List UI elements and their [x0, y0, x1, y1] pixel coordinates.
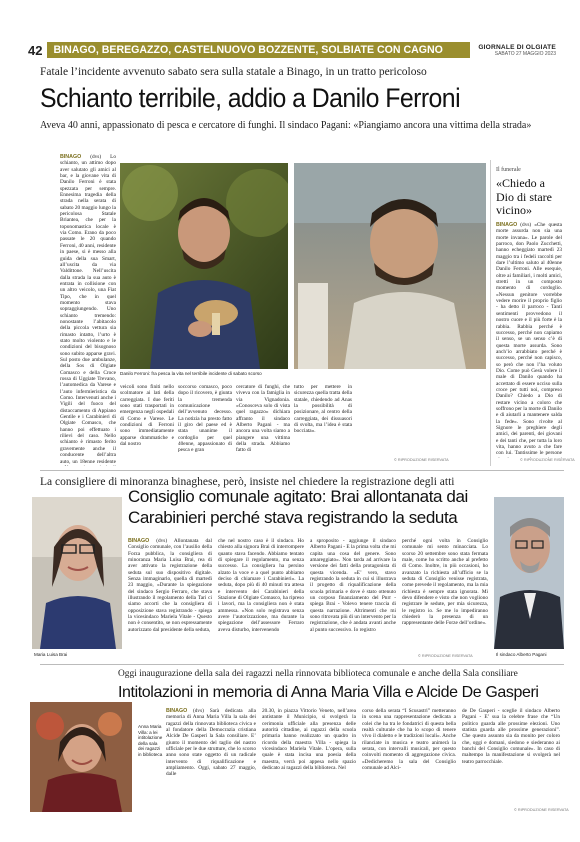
- article3-kicker: Oggi inaugurazione della sala dei ragazzi nella rinnovata biblioteca comunale e anche della Sala consiliare: [118, 669, 518, 679]
- sidebar-label: Il funerale: [496, 167, 521, 173]
- article3-copyright: © RIPRODUZIONE RISERVATA: [514, 808, 569, 812]
- article1-subtitle: Aveva 40 anni, appassionato di pesca e cercatore di funghi. Il sindaco Pagani: «Piangiamo ancora una vittima della strada»: [40, 120, 532, 131]
- section-divider-1: [40, 470, 564, 471]
- sidebar-divider: [490, 160, 491, 466]
- brai-portrait-image: [32, 497, 122, 649]
- pagani-photo-caption: Il sindaco Alberto Pagani: [496, 652, 547, 657]
- article1-column-4: cercatore di funghi, che viveva con la famiglia in via Vignadonia. «Conosceva solo di vista quel ragazzo» dichiara affranto il sindaco Alberto Pagani - ma ancora una volta siamo a piangere una vittima della strada. Abbiamo fatto di: [236, 384, 290, 454]
- sidebar-location-tag: BINAGO: [496, 222, 518, 228]
- article2-column-2: che nel nostro caso è il sindaco. Ho chiesto alla signora Brai di interrompere quanto stava facendo. Abbiamo tentato di spiegare il regolamento, ma senza successo. La consigliera ha persino alzato la voce e a quel punto abbiamo deciso di chiamare i Carabinieri». La seduta, dopo più di 40 minuti tra attesa e intervento dei Carabinieri della Stazione di Olgiate Comasco, ha ripreso i lavori, ma la consigliera non è stata ammessa. «Non solo registrava senza avere l’autorizzazione, ma durante la spiegazione dell’assessore Ferraro aveva disturbo, intervenendo: [218, 538, 304, 633]
- danilo-ferroni-photo-1: [120, 163, 288, 369]
- sidebar-copyright: © RIPRODUZIONE RISERVATA: [520, 458, 575, 462]
- article3-column-2: 20.30, in piazza Vittorio Veneto, nell’area antistante il Municipio, si svolgerà la cerimonia ufficiale alla presenza delle autorità cittadine, ai ragazzi della scuola primaria hanno realizzato un quadro in ricordo della maestra Villa - spiega la vicesindaco Mariela Vitale. L’opera, sulla quale è stata incisa una poesia della maestra, verrà poi appesa nello spazio dedicato ai ragazzi della biblioteca. Nel: [262, 708, 356, 772]
- sidebar-body: (dvs) «Che questa morte assurda non sia una morte invana». Le parole del parroco, don Paolo Zucchetti, hanno echeggiato martedì 23 maggio tra i fedeli raccolti per dare l’ultimo saluto al 40enne Danilo Ferroni. Alle esequie, oltre ai familiari, i molti amici, stretti in un composto momento di cordoglio. «Nessun genitore vorrebbe vedere morire il proprio figlio - ha detto il parroco - Tanti sentimenti provvedono il nostro cuore e il più forte è la rabbia. Rabbia perché è successo, perché non capiamo il senso, se un senso c’è di questa morte assurda. Sono anch’io arrabbiato perché è successo, perché non capisco, so però che non l’ha voluto Dio. Come può Gesù volere il male di Danilo quando ha accettato di essere ucciso sulla croce per tutti noi, compreso Danilo? Chiedo a Dio di restare vicino a coloro che soffrono per la morte di Danilo e di aiutarli a mantenere salda la fede». Sono rivolte al Signore le preghiere degli amici, dei parenti, dei giovani e dei tanti che, per tutta la loro vita, hanno avuto a che fare con lui. Tantissime le persone: [496, 222, 562, 457]
- sidebar-text: [496, 222, 562, 458]
- article2-copyright: © RIPRODUZIONE RISERVATA: [418, 654, 473, 658]
- maria-luisa-brai-photo: [32, 497, 122, 649]
- article2-title-text: Consiglio comunale agitato: Brai allontanata dai Carabinieri perché stava registrando la seduta: [128, 487, 468, 527]
- article2-column-1: [128, 538, 212, 654]
- article1-kicker: Fatale l’incidente avvenuto sabato sera sulla statale a Binago, in un tratto pericoloso: [40, 66, 427, 78]
- issue-date: SABATO 27 MAGGIO 2023: [494, 50, 556, 57]
- article1-column-2: veicoli sono finiti nello scolmatore ai lati della carreggiata. I due feriti sono stati trasportati in emergenza negli ospedali di Como e Varese. Le condizioni di Ferroni sono immediatamente apparse drammatiche e dal nostro: [120, 384, 174, 448]
- section-divider-2: [40, 664, 564, 665]
- danilo-ferroni-photo-2: [294, 163, 486, 369]
- page-number: 42: [28, 42, 43, 58]
- article1-title: Schianto terribile, addio a Danilo Ferroni: [40, 83, 461, 113]
- article3-title: Intitolazioni in memoria di Anna Maria Villa e Alcide De Gasperi: [118, 684, 539, 701]
- article1-column-1: [60, 154, 116, 466]
- forest-portrait-image: [120, 163, 288, 369]
- page-header: [28, 42, 556, 58]
- newspaper-name: GIORNALE DI OLGIATE: [478, 43, 556, 51]
- article1-column-5: tutto per mettere in sicurezza quella tratta della statale, chiedendo ad Anas la possibilità di posizionare, al centro della carreggiata, dei dissuasori di svolta, ma l’idea è stata bocciata».: [294, 384, 352, 435]
- article2-kicker: La consigliere di minoranza binaghese, però, insiste nel chiedere la registrazione degli atti: [40, 476, 455, 488]
- article1-photo-caption: Danilo Ferroni: fra pesca la vita nel terribile incidente di sabato scorso: [120, 371, 262, 376]
- article2-title: [128, 486, 488, 528]
- alberto-pagani-photo: [494, 497, 564, 649]
- article1-location-tag: BINAGO: [60, 154, 82, 160]
- villa-photo-caption: Anna Maria Villa: a lei intitolazione della sala dei ragazzi in biblioteca: [138, 724, 163, 757]
- article1-copyright: © RIPRODUZIONE RISERVATA: [394, 458, 449, 462]
- article2-col1-text: (dvs) Allontanata dal Consiglio comunale, con l’ausilio della Forza pubblica, la consigliera di minoranza Maria Luisa Brai, rea di aver attivato la registrazione della seduta sul suo dispositivo digitale. Senza immaginarlo, quella di martedì 23 maggio, «Durante la spiegazione del sindaco Sergio Ferraro, che stava illustrando il regolamento della Tari ci siamo accorti che la consigliera di opposizione stava registrando - spiega la vicesindaco Mariela Vitale - Questo non è consentito, se non espressamente autorizzato dal presidente della seduta,: [128, 538, 212, 633]
- article1-column-3: soccorso comasco, poco dopo il ricovero, è giunta la tremenda comunicazione dell’avvenuto decesso. La notizia ha presto fatto il giro del paese ed è stata unanime il cordoglio per quel 40enne, appassionato di pesca e gran: [178, 384, 232, 454]
- article2-location-tag: BINAGO: [128, 538, 150, 544]
- article2-column-3: a sproposito - aggiunge il sindaco Alberto Pagani - E la prima volta che mi capita una cosa del genere. Sono amareggiato». Non tarda ad arrivare la versione dei fatti della protagonista di questa vicenda. «E’ vero, stavo registrando la seduta in cui si illustrava il progetto di riqualificazione della scuola primaria e dove è stato ottenuto un corposo finanziamento del Pnrr - spiega Brai - Volevo tenere traccia di questa narrazione. Altrimenti che mi sono ritrovata più di un intervento per la registrazione, che è andata avanti anche al punto successivo. Io registro: [310, 538, 396, 633]
- pagani-portrait-image: [494, 497, 564, 649]
- brai-photo-caption: Maria Luisa Brai: [34, 652, 68, 657]
- article3-location-tag: BINAGO: [166, 708, 188, 714]
- masthead: [470, 44, 556, 57]
- section-towns-bar: BINAGO, BEREGAZZO, CASTELNUOVO BOZZENTE, SOLBIATE CON CAGNO: [47, 42, 470, 58]
- sidebar-quote-title: «Chiedo a Dio di stare vicino»: [496, 176, 552, 217]
- article3-column-3: corso della serata “I Scusastri” metteranno in scena una rappresentazione dedicata a colei che ha tra le fondatrici di questa bella realtà culturale che ha lo scopo di tenere vivo il dialetto e le tradizioni locali». Anche rilanciate in musica e teatro animerà la serata, con intervalli musicali, per questo coinvolti momento di aggregazione civica. «Dedicheremo la sala del Consiglio comunale ad Alci-: [362, 708, 456, 772]
- article3-column-1: [166, 708, 256, 808]
- villa-portrait-image: [30, 702, 132, 812]
- article1-col1-text: (dvs) Lo schianto, un attimo dopo aver salutato gli amici al bar, e la giovane vita di Danilo Ferroni è stata spezzata per sempre. Ennesima tragedia della strada nella serata di sabato 20 maggio lungo la pericolosa Statale Briantea, che per la toponomastica locale è via Como. Erano da poco passate le 20 quando Ferroni, 40 anni, residente in paese, si è messo alla guida della sua Smart, all’uscita da via Valdittone. Nell’uscita dalla strada la sua auto è entrata in collisione con un altro veicolo, una Fiat Tipo, che in quel momento stava sopraggiungendo. Uno schianto tremendo: nonostante l’abitacolo della piccola vettura sia rimasto intatto, l’urto è stato molto violento e le condizioni del bisognoso sono subito apparse gravi. Sul posto due ambulanze, della Sos di Olgiate Comasco e della Croce rossa di Uggiate Trevano, l’automedica da Varese e l’auto infermieristica da Como. Intervenuti anche i Vigili del fuoco del distaccamento di Appiano Gentile e i Carabinieri di Olgiate Comasco, che hanno poi effettuato i rilievi del caso. Nello schianto è rimasto ferito gravemente anche il conducente dell’altra auto, un 18enne residente: [60, 154, 116, 465]
- article2-column-4: perché ogni volta in Consiglio comunale mi sento minacciata. Lo scorso 20 settembre sono stata fermata male, come ho scritto anche al prefetto di Como. Inoltre, in più occasioni, ho avanzato la richiesta all’ufficio se la seduta di Consiglio venisse registrata, come prevede il regolamento, ma la mia richiesta è sempre stata ignorata. Mi devo difendere e visto che non vogliono registrare le sedute, per mia sicurezza, le registro io. Se me lo impediranno chiederò la presenza di un rappresentante delle Forze dell’ordine».: [402, 538, 488, 627]
- beach-portrait-image: [294, 163, 486, 369]
- anna-maria-villa-photo: [30, 702, 132, 812]
- article3-col1-text: (dvs) Sarà dedicata alla memoria di Anna Maria Villa la sala dei ragazzi della rinnovata biblioteca civica e al fondatore della Democrazia cristiana Alcide De Gasperi la Sala consiliare. E’ giunto il momento del taglio del nastro ufficiale per le due strutture, che lo scorso anno sono state oggetto di un radicale intervento di riqualificazione e ampliamento. Oggi, sabato 27 maggio, dalle: [166, 708, 256, 778]
- article3-column-4: de De Gasperi - sceglie il sindaco Alberto Pagani - E’ sua la celebre frase che “Un politico guarda alle prossime elezioni. Uno statista guarda alle prossime generazioni”. Che questo assunto sia da monito per coloro che, oggi e domani, siedono e siederanno ai banchi del Consiglio comunale». In caso di maltempo la manifestazione si svolgerà nel teatro parrocchiale.: [462, 708, 560, 765]
